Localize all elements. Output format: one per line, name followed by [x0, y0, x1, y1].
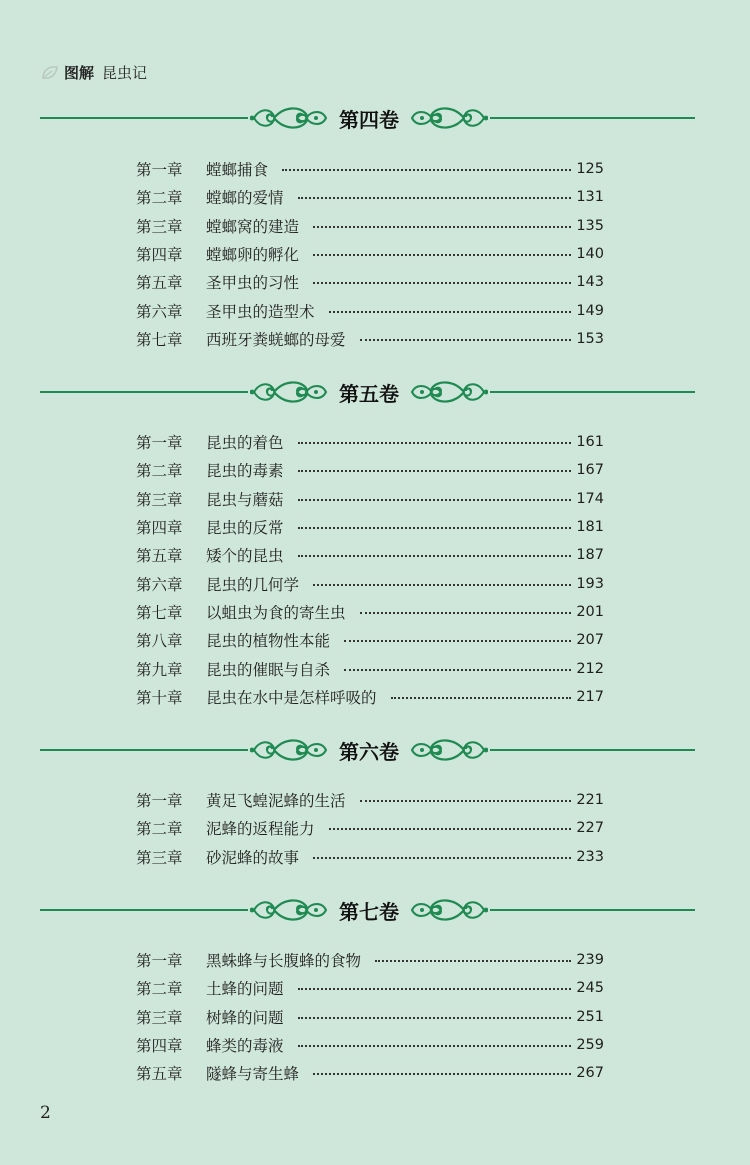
chapter-number: 第六章	[136, 302, 183, 321]
chapter-number: 第二章	[136, 820, 183, 839]
chapter-title: 蜂类的毒液	[206, 1037, 284, 1056]
page-ref: 149	[576, 302, 604, 319]
toc-entry[interactable]	[136, 155, 604, 183]
chapter-list	[136, 946, 604, 1087]
toc-entry[interactable]	[136, 456, 604, 484]
chapter-title: 以蛆虫为食的寄生虫	[206, 603, 346, 622]
book-subtitle: 昆虫记	[102, 64, 148, 82]
chapter-title: 圣甲虫的习性	[206, 274, 300, 293]
chapter-number: 第一章	[136, 792, 183, 811]
toc-entry[interactable]	[136, 843, 604, 871]
page-ref: 221	[576, 792, 604, 809]
toc-entry[interactable]	[136, 325, 604, 353]
dot-leader	[344, 640, 571, 642]
page-ref: 125	[576, 161, 604, 178]
chapter-title: 黄足飞蝗泥蜂的生活	[206, 792, 346, 811]
flourish-ornament-icon	[250, 102, 330, 134]
flourish-ornament-icon	[250, 376, 330, 408]
dot-leader	[313, 857, 571, 859]
dot-leader	[298, 527, 572, 529]
toc-entry[interactable]	[136, 268, 604, 296]
toc-entry[interactable]	[136, 240, 604, 268]
page-ref: 259	[576, 1037, 604, 1054]
flourish-ornament-icon	[408, 376, 488, 408]
toc-entry[interactable]	[136, 814, 604, 842]
toc-entry[interactable]	[136, 1003, 604, 1031]
chapter-title: 昆虫的催眠与自杀	[206, 660, 331, 679]
page-ref: 167	[576, 462, 604, 479]
chapter-title: 昆虫的毒素	[206, 462, 284, 481]
flourish-ornament-icon	[250, 734, 330, 766]
toc-entry[interactable]	[136, 485, 604, 513]
chapter-title: 树蜂的问题	[206, 1008, 284, 1027]
chapter-title: 螳螂卵的孵化	[206, 246, 300, 265]
chapter-number: 第五章	[136, 1065, 183, 1084]
chapter-list	[136, 786, 604, 871]
dot-leader	[282, 169, 571, 171]
flourish-ornament-icon	[250, 894, 330, 926]
chapter-number: 第一章	[136, 952, 183, 971]
dot-leader	[298, 1017, 572, 1019]
page-ref: 245	[576, 980, 604, 997]
volume-title: 第五卷	[339, 382, 399, 406]
page-ref: 131	[576, 189, 604, 206]
toc-entry[interactable]	[136, 1031, 604, 1059]
chapter-number: 第四章	[136, 519, 183, 538]
toc-entry[interactable]	[136, 598, 604, 626]
page-ref: 174	[576, 490, 604, 507]
chapter-number: 第一章	[136, 434, 183, 453]
dot-leader	[298, 197, 572, 199]
chapter-title: 昆虫的着色	[206, 434, 284, 453]
dot-leader	[313, 226, 571, 228]
dot-leader	[344, 669, 571, 671]
page-ref: 201	[576, 603, 604, 620]
chapter-title: 黑蛛蜂与长腹蜂的食物	[206, 952, 362, 971]
dot-leader	[298, 1045, 572, 1047]
volume-heading	[40, 372, 695, 412]
chapter-number: 第三章	[136, 1008, 183, 1027]
chapter-number: 第二章	[136, 980, 183, 999]
chapter-number: 第八章	[136, 632, 183, 651]
toc-entry[interactable]	[136, 428, 604, 456]
chapter-title: 隧蜂与寄生蜂	[206, 1065, 300, 1084]
page-ref: 161	[576, 434, 604, 451]
toc-entry[interactable]	[136, 1059, 604, 1087]
book-title: 图解	[64, 64, 95, 82]
chapter-number: 第三章	[136, 490, 183, 509]
toc-entry[interactable]	[136, 513, 604, 541]
divider-rule	[490, 909, 695, 911]
leaf-logo-icon	[40, 63, 60, 83]
chapter-number: 第九章	[136, 660, 183, 679]
divider-rule	[40, 391, 248, 393]
page-ref: 217	[576, 688, 604, 705]
chapter-number: 第五章	[136, 274, 183, 293]
volume-heading	[40, 98, 695, 138]
chapter-number: 第四章	[136, 1037, 183, 1056]
toc-entry[interactable]	[136, 974, 604, 1002]
page-ref: 233	[576, 848, 604, 865]
chapter-number: 第六章	[136, 575, 183, 594]
chapter-list	[136, 155, 604, 353]
chapter-title: 土蜂的问题	[206, 980, 284, 999]
chapter-title: 昆虫的反常	[206, 519, 284, 538]
toc-entry[interactable]	[136, 786, 604, 814]
page-ref: 181	[576, 519, 604, 536]
toc-entry[interactable]	[136, 654, 604, 682]
page-ref: 140	[576, 246, 604, 263]
page-ref: 212	[576, 660, 604, 677]
chapter-number: 第三章	[136, 217, 183, 236]
page-ref: 251	[576, 1008, 604, 1025]
chapter-number: 第七章	[136, 330, 183, 349]
chapter-number: 第五章	[136, 547, 183, 566]
dot-leader	[313, 584, 571, 586]
divider-rule	[490, 117, 695, 119]
chapter-title: 昆虫的几何学	[206, 575, 300, 594]
page-ref: 135	[576, 217, 604, 234]
volume-heading	[40, 730, 695, 770]
page-ref: 193	[576, 575, 604, 592]
flourish-ornament-icon	[408, 734, 488, 766]
volume-title: 第六卷	[339, 740, 399, 764]
toc-entry[interactable]	[136, 569, 604, 597]
page-ref: 187	[576, 547, 604, 564]
volume-title: 第四卷	[339, 108, 399, 132]
chapter-title: 螳螂捕食	[206, 161, 269, 180]
toc-entry[interactable]	[136, 683, 604, 711]
chapter-title: 西班牙粪蜣螂的母爱	[206, 330, 346, 349]
dot-leader	[360, 339, 572, 341]
divider-rule	[490, 749, 695, 751]
chapter-title: 昆虫的植物性本能	[206, 632, 331, 651]
chapter-title: 昆虫在水中是怎样呼吸的	[206, 688, 377, 707]
dot-leader	[360, 800, 572, 802]
chapter-list	[136, 428, 604, 711]
chapter-number: 第一章	[136, 161, 183, 180]
toc-entry[interactable]	[136, 212, 604, 240]
dot-leader	[298, 470, 572, 472]
page-number: 2	[40, 1103, 51, 1123]
chapter-title: 矮个的昆虫	[206, 547, 284, 566]
flourish-ornament-icon	[408, 102, 488, 134]
dot-leader	[360, 612, 572, 614]
dot-leader	[298, 442, 572, 444]
dot-leader	[391, 697, 572, 699]
chapter-number: 第二章	[136, 189, 183, 208]
toc-entry[interactable]	[136, 183, 604, 211]
dot-leader	[298, 555, 572, 557]
volume-heading	[40, 890, 695, 930]
divider-rule	[40, 909, 248, 911]
toc-entry[interactable]	[136, 626, 604, 654]
dot-leader	[329, 311, 572, 313]
chapter-number: 第二章	[136, 462, 183, 481]
chapter-title: 螳螂的爱情	[206, 189, 284, 208]
toc-entry[interactable]	[136, 946, 604, 974]
toc-entry[interactable]	[136, 296, 604, 324]
chapter-title: 砂泥蜂的故事	[206, 848, 300, 867]
chapter-number: 第三章	[136, 848, 183, 867]
page-ref: 143	[576, 274, 604, 291]
dot-leader	[298, 988, 572, 990]
dot-leader	[329, 828, 572, 830]
dot-leader	[313, 282, 571, 284]
page-ref: 153	[576, 330, 604, 347]
page-ref: 207	[576, 632, 604, 649]
dot-leader	[298, 499, 572, 501]
chapter-number: 第七章	[136, 603, 183, 622]
dot-leader	[313, 1073, 571, 1075]
dot-leader	[313, 254, 571, 256]
chapter-number: 第十章	[136, 688, 183, 707]
volume-title: 第七卷	[339, 900, 399, 924]
toc-entry[interactable]	[136, 541, 604, 569]
chapter-title: 圣甲虫的造型术	[206, 302, 315, 321]
divider-rule	[40, 749, 248, 751]
divider-rule	[40, 117, 248, 119]
page-ref: 239	[576, 952, 604, 969]
divider-rule	[490, 391, 695, 393]
chapter-title: 螳螂窝的建造	[206, 217, 300, 236]
chapter-number: 第四章	[136, 246, 183, 265]
page-ref: 227	[576, 820, 604, 837]
flourish-ornament-icon	[408, 894, 488, 926]
page-ref: 267	[576, 1065, 604, 1082]
dot-leader	[375, 960, 571, 962]
running-header	[40, 62, 147, 83]
chapter-title: 泥蜂的返程能力	[206, 820, 315, 839]
chapter-title: 昆虫与蘑菇	[206, 490, 284, 509]
